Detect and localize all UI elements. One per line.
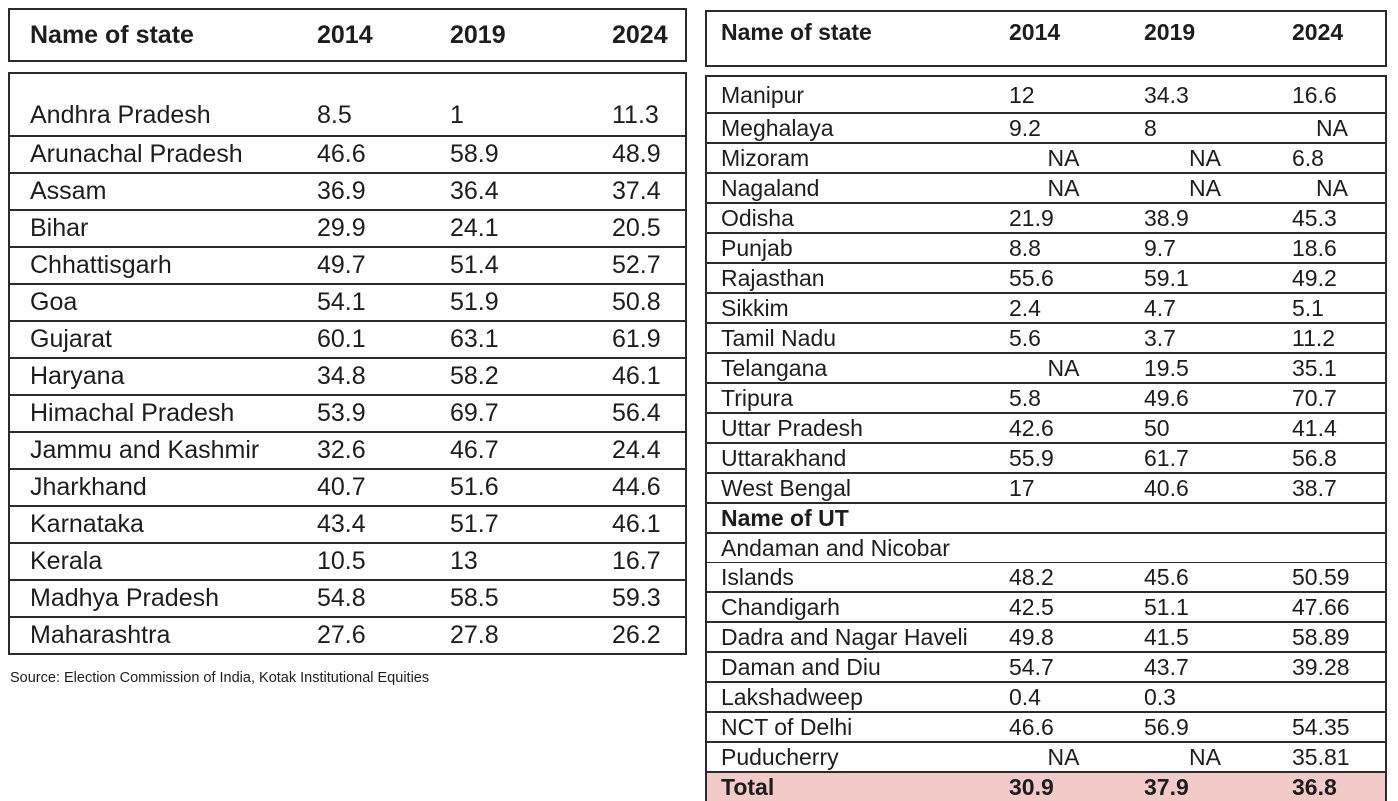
table-row	[706, 622, 1386, 652]
value-cell: 70.7	[1279, 383, 1386, 413]
value-cell: 39.28	[1279, 652, 1386, 682]
value-cell: 41.4	[1279, 413, 1386, 443]
table-row	[9, 395, 686, 432]
value-cell: 16.7	[595, 543, 686, 580]
value-cell: 37.4	[595, 173, 686, 210]
state-name-cell: Puducherry	[706, 742, 996, 772]
table-row	[9, 543, 686, 580]
state-name-cell: Gujarat	[9, 321, 300, 358]
value-cell: 54.7	[996, 652, 1131, 682]
value-cell: 30.9	[996, 772, 1131, 801]
value-cell: 18.6	[1279, 233, 1386, 263]
value-cell: 42.6	[996, 413, 1131, 443]
value-cell	[1279, 682, 1386, 712]
value-cell: 0.4	[996, 682, 1131, 712]
table-row	[706, 563, 1386, 593]
state-name-cell: Bihar	[9, 210, 300, 247]
state-name-cell: Karnataka	[9, 506, 300, 543]
value-cell: 26.2	[595, 617, 686, 654]
state-name-cell: Chandigarh	[706, 592, 996, 622]
value-cell: NA	[996, 143, 1131, 173]
value-cell: 5.6	[996, 323, 1131, 353]
value-cell: 36.9	[300, 173, 433, 210]
table-row	[706, 413, 1386, 443]
value-cell: 56.9	[1131, 712, 1279, 742]
state-name-cell: Chhattisgarh	[9, 247, 300, 284]
value-cell: 58.9	[433, 136, 595, 173]
states-table-2-header	[705, 10, 1387, 67]
column-header-2024: 2024	[1292, 19, 1344, 45]
value-cell: 58.5	[433, 580, 595, 617]
value-cell: 11.3	[612, 101, 659, 129]
value-cell: 46.6	[996, 712, 1131, 742]
table-row	[9, 358, 686, 395]
value-cell: 19.5	[1131, 353, 1279, 383]
state-name-cell: Dadra and Nagar Haveli	[706, 622, 996, 652]
value-cell: 48.9	[595, 136, 686, 173]
state-name-cell: Name of UT	[706, 503, 996, 533]
table-row	[706, 323, 1386, 353]
value-cell: 50.8	[595, 284, 686, 321]
value-cell	[996, 503, 1131, 533]
value-cell: 35.1	[1279, 353, 1386, 383]
value-cell: 5.1	[1279, 293, 1386, 323]
value-cell: 24.1	[433, 210, 595, 247]
value-cell: 0.3	[1131, 682, 1279, 712]
state-name-cell: Telangana	[706, 353, 996, 383]
table-row	[9, 469, 686, 506]
value-cell: 6.8	[1279, 143, 1386, 173]
value-cell	[1279, 503, 1386, 533]
value-cell: 36.4	[433, 173, 595, 210]
table-row	[9, 173, 686, 210]
value-cell: 42.5	[996, 592, 1131, 622]
state-name-cell: Kerala	[9, 543, 300, 580]
value-cell: 48.2	[996, 563, 1131, 593]
value-cell: 41.5	[1131, 622, 1279, 652]
value-cell: 47.66	[1279, 592, 1386, 622]
value-cell: 46.6	[300, 136, 433, 173]
value-cell: 36.8	[1279, 772, 1386, 801]
value-cell: 54.1	[300, 284, 433, 321]
value-cell: 69.7	[433, 395, 595, 432]
table-row	[706, 143, 1386, 173]
state-name-cell: Himachal Pradesh	[9, 395, 300, 432]
value-cell: 5.8	[996, 383, 1131, 413]
column-header-name: Name of state	[30, 20, 194, 49]
value-cell: 21.9	[996, 203, 1131, 233]
value-cell: 51.6	[433, 469, 595, 506]
value-cell: 9.7	[1131, 233, 1279, 263]
value-cell	[1131, 503, 1279, 533]
value-cell: 63.1	[433, 321, 595, 358]
header-row	[9, 9, 686, 61]
value-cell: NA	[996, 742, 1131, 772]
value-cell: 46.7	[433, 432, 595, 469]
value-cell: 50	[1131, 413, 1279, 443]
state-name-cell: Lakshadweep	[706, 682, 996, 712]
table-row	[706, 293, 1386, 323]
state-name-cell: Arunachal Pradesh	[9, 136, 300, 173]
table-row	[706, 443, 1386, 473]
table-row	[706, 592, 1386, 622]
states-table-1	[8, 72, 687, 655]
state-name-cell: Sikkim	[706, 293, 996, 323]
value-cell: 55.6	[996, 263, 1131, 293]
state-name-cell: Andaman and Nicobar	[706, 533, 996, 563]
value-cell: 51.1	[1131, 592, 1279, 622]
value-cell: 17	[996, 473, 1131, 503]
value-cell: 54.8	[300, 580, 433, 617]
value-cell: 49.6	[1131, 383, 1279, 413]
value-cell: 60.1	[300, 321, 433, 358]
value-cell: 20.5	[595, 210, 686, 247]
value-cell: 53.9	[300, 395, 433, 432]
column-header-2019: 2019	[1144, 19, 1196, 45]
state-name-cell: Tamil Nadu	[706, 323, 996, 353]
column-header-2024: 2024	[612, 20, 668, 49]
state-name-cell: Nagaland	[706, 173, 996, 203]
state-name-cell: Tripura	[706, 383, 996, 413]
value-cell: 51.7	[433, 506, 595, 543]
value-cell: NA	[1279, 173, 1386, 203]
value-cell: 46.1	[595, 358, 686, 395]
total-row	[706, 772, 1386, 801]
table-row	[9, 432, 686, 469]
state-name-cell: Rajasthan	[706, 263, 996, 293]
value-cell: 50.59	[1279, 563, 1386, 593]
column-header-2019: 2019	[450, 20, 506, 49]
value-cell: 49.8	[996, 622, 1131, 652]
value-cell: 51.9	[433, 284, 595, 321]
table-row	[9, 136, 686, 173]
value-cell: 4.7	[1131, 293, 1279, 323]
value-cell: 38.9	[1131, 203, 1279, 233]
state-name-cell: Mizoram	[706, 143, 996, 173]
value-cell: 61.9	[595, 321, 686, 358]
state-name-cell: Uttar Pradesh	[706, 413, 996, 443]
value-cell: 8.8	[996, 233, 1131, 263]
value-cell: 52.7	[595, 247, 686, 284]
value-cell: 35.81	[1279, 742, 1386, 772]
state-name-cell: Manipur	[721, 82, 805, 108]
state-name-cell: Punjab	[706, 233, 996, 263]
value-cell: 45.3	[1279, 203, 1386, 233]
states-table-2	[705, 75, 1387, 801]
value-cell: 8.5	[317, 101, 352, 129]
value-cell: NA	[1131, 742, 1279, 772]
table-row	[706, 263, 1386, 293]
column-header-name: Name of state	[721, 19, 872, 45]
value-cell: 38.7	[1279, 473, 1386, 503]
value-cell: 27.6	[300, 617, 433, 654]
table-row	[706, 233, 1386, 263]
table-row	[706, 113, 1386, 143]
state-name-cell: NCT of Delhi	[706, 712, 996, 742]
value-cell: 44.6	[595, 469, 686, 506]
table-row	[9, 580, 686, 617]
states-table-1-header	[8, 8, 687, 62]
value-cell	[996, 533, 1131, 563]
value-cell: 46.1	[595, 506, 686, 543]
value-cell	[1279, 533, 1386, 563]
value-cell: 13	[433, 543, 595, 580]
value-cell: 56.4	[595, 395, 686, 432]
state-name-cell: Daman and Diu	[706, 652, 996, 682]
value-cell: 55.9	[996, 443, 1131, 473]
value-cell: 34.8	[300, 358, 433, 395]
value-cell: 9.2	[996, 113, 1131, 143]
table-row	[9, 284, 686, 321]
value-cell: 43.7	[1131, 652, 1279, 682]
value-cell	[1131, 533, 1279, 563]
value-cell: 49.7	[300, 247, 433, 284]
state-name-cell: Maharashtra	[9, 617, 300, 654]
header-row	[706, 11, 1386, 66]
table-row	[706, 712, 1386, 742]
value-cell: 59.1	[1131, 263, 1279, 293]
value-cell: 24.4	[595, 432, 686, 469]
value-cell: 12	[1009, 82, 1035, 108]
value-cell: 29.9	[300, 210, 433, 247]
value-cell: 2.4	[996, 293, 1131, 323]
column-header-2014: 2014	[317, 20, 373, 49]
value-cell: 1	[450, 101, 464, 129]
state-name-cell: Total	[706, 772, 996, 801]
state-name-cell: Islands	[706, 563, 996, 593]
state-name-cell: Uttarakhand	[706, 443, 996, 473]
section-header-row	[706, 503, 1386, 533]
value-cell: 32.6	[300, 432, 433, 469]
value-cell: 56.8	[1279, 443, 1386, 473]
value-cell: 8	[1131, 113, 1279, 143]
table-row	[706, 353, 1386, 383]
value-cell: 43.4	[300, 506, 433, 543]
state-name-cell: Madhya Pradesh	[9, 580, 300, 617]
table-row	[706, 652, 1386, 682]
table-row	[706, 383, 1386, 413]
state-name-cell: Odisha	[706, 203, 996, 233]
table-row	[9, 617, 686, 654]
column-header-2014: 2014	[1009, 19, 1061, 45]
state-name-cell: Goa	[9, 284, 300, 321]
state-name-cell: Haryana	[9, 358, 300, 395]
value-cell: 11.2	[1279, 323, 1386, 353]
state-name-cell: Jammu and Kashmir	[9, 432, 300, 469]
value-cell: 54.35	[1279, 712, 1386, 742]
table-row	[9, 506, 686, 543]
table-row	[9, 210, 686, 247]
value-cell: 37.9	[1131, 772, 1279, 801]
table-row	[706, 173, 1386, 203]
state-name-cell: West Bengal	[706, 473, 996, 503]
source-note: Source: Election Commission of India, Kotak Institutional Equities	[10, 670, 430, 686]
state-name-cell: Assam	[9, 173, 300, 210]
value-cell: 16.6	[1292, 82, 1337, 108]
table-row	[9, 321, 686, 358]
value-cell: 59.3	[595, 580, 686, 617]
value-cell: 3.7	[1131, 323, 1279, 353]
value-cell: 58.89	[1279, 622, 1386, 652]
value-cell: 10.5	[300, 543, 433, 580]
value-cell: 49.2	[1279, 263, 1386, 293]
table-row	[706, 742, 1386, 772]
table-row	[9, 73, 686, 136]
value-cell: 61.7	[1131, 443, 1279, 473]
table-row	[706, 682, 1386, 712]
value-cell: 27.8	[433, 617, 595, 654]
table-row	[706, 533, 1386, 563]
table-row	[706, 76, 1386, 113]
table-row	[706, 473, 1386, 503]
state-name-cell: Jharkhand	[9, 469, 300, 506]
value-cell: 34.3	[1144, 82, 1189, 108]
value-cell: NA	[996, 353, 1131, 383]
table-row	[706, 203, 1386, 233]
value-cell: 40.6	[1131, 473, 1279, 503]
state-name-cell: Andhra Pradesh	[30, 101, 211, 129]
value-cell: 58.2	[433, 358, 595, 395]
value-cell: NA	[1131, 173, 1279, 203]
value-cell: 40.7	[300, 469, 433, 506]
states-panel-left	[8, 8, 685, 686]
value-cell: NA	[1131, 143, 1279, 173]
state-name-cell: Meghalaya	[706, 113, 996, 143]
value-cell: 51.4	[433, 247, 595, 284]
value-cell: 45.6	[1131, 563, 1279, 593]
value-cell: NA	[1279, 113, 1386, 143]
states-panel-right	[705, 10, 1385, 801]
value-cell: NA	[996, 173, 1131, 203]
table-row	[9, 247, 686, 284]
